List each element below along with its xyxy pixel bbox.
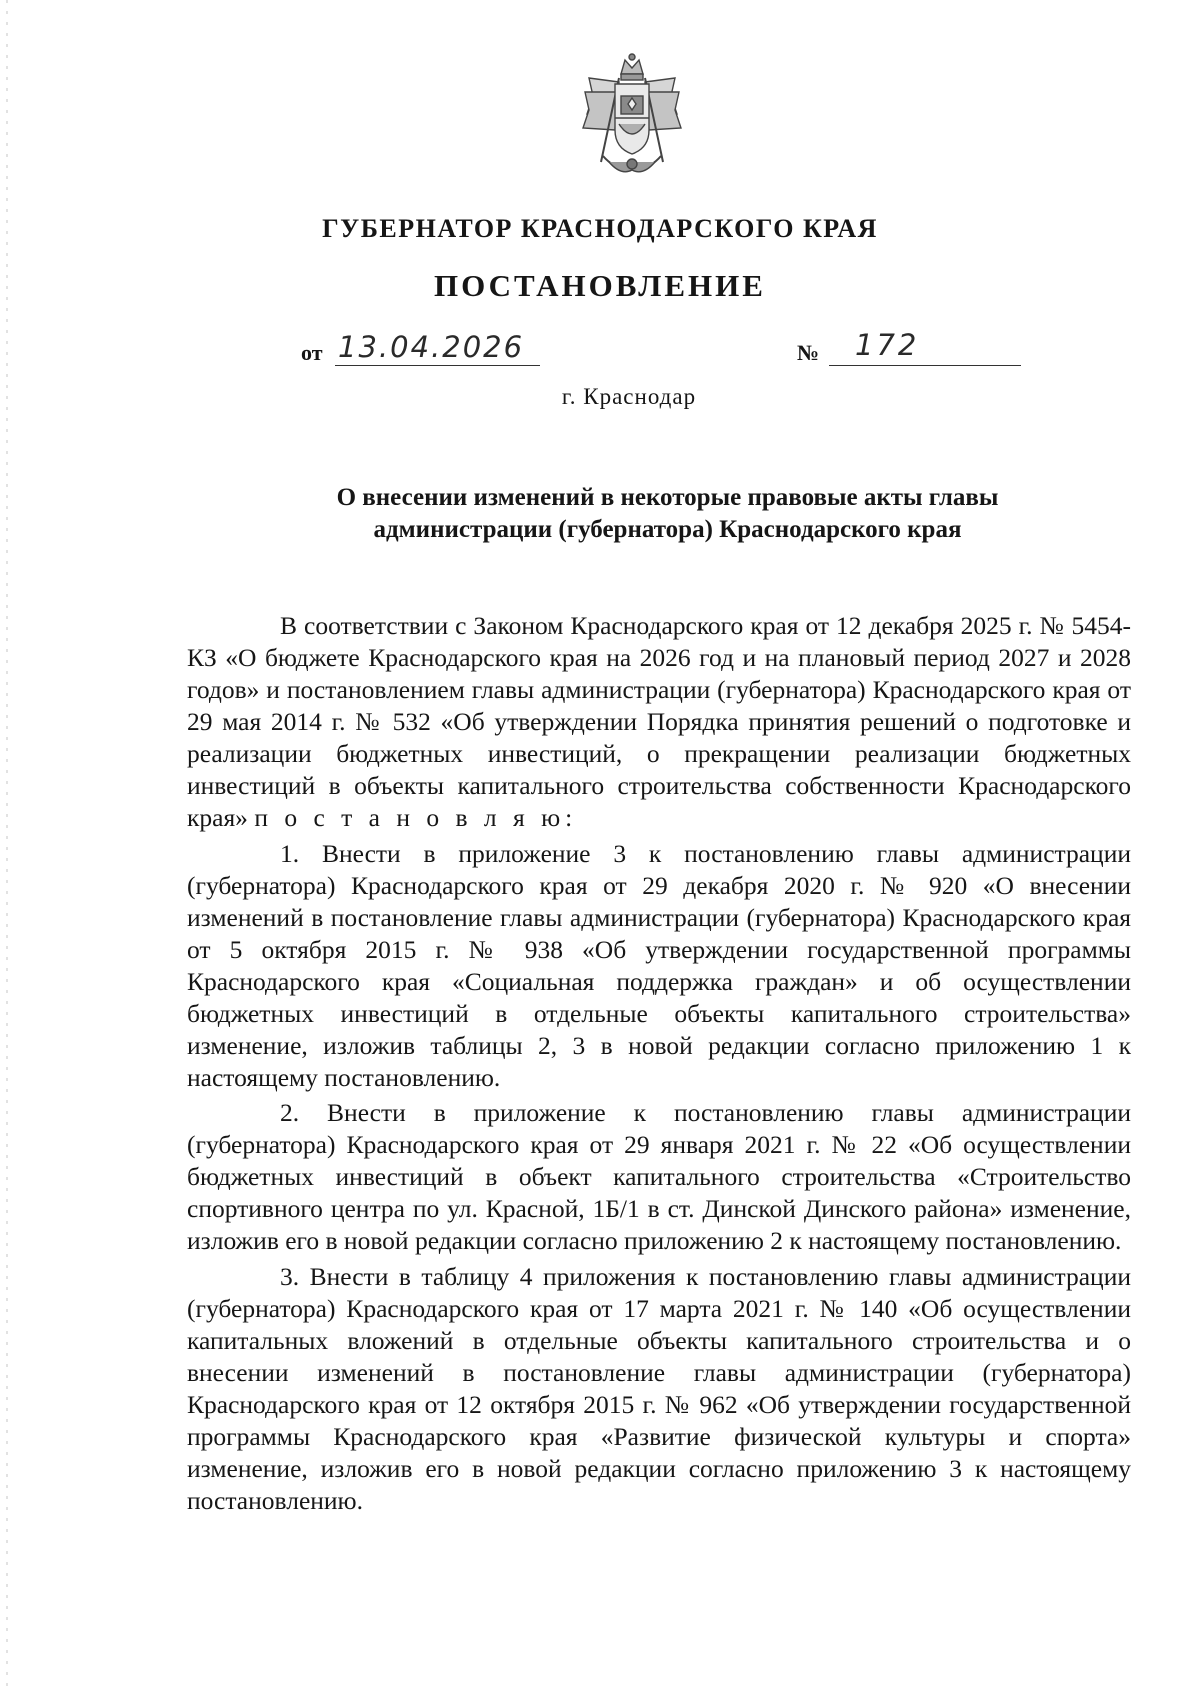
- number-label: №: [797, 340, 820, 365]
- handwritten-date: 13.04.2026: [338, 330, 525, 364]
- resolve-word: п о с т а н о в л я ю:: [254, 803, 578, 832]
- item-paragraph-2: 2. Внести в приложение к постановлению главы администрации (губернатора) Краснодарского края от 29 января 2021 г. № 22 «Об осуществлении бюджетных инвестиций в объект капитального строительства «Строительство спортивного центра по ул. Красной, 1Б/1 в ст. Динской Динского района» изменение, изложив его в новой редакции согласно приложению 2 к настоящему постановлению.: [187, 1098, 1131, 1255]
- scan-edge-artifact: [6, 0, 8, 1694]
- item-paragraph-3: 3. Внести в таблицу 4 приложения к постановлению главы администрации (губернатора) Краснодарского края от 17 марта 2021 г. № 140 «Об осуществлении капитальных вложений в отдельные объекты капитального строительства и о внесении изменений в постановление главы администрации (губернатора) Краснодарского края от 12 октября 2015 г. № 962 «Об утверждении государственной программы Краснодарского края «Развитие физической культуры и спорта» изменение, изложив его в новой редакции согласно приложению 3 к настоящему постановлению.: [187, 1261, 1131, 1515]
- issuing-authority: ГУБЕРНАТОР КРАСНОДАРСКОГО КРАЯ: [322, 214, 878, 243]
- handwritten-number: 172: [855, 328, 920, 362]
- document-heading: [270, 482, 1065, 546]
- preamble-text: В соответствии с Законом Краснодарского края от 12 декабря 2025 г. № 5454-КЗ «О бюджете Краснодарского края на 2026 год и на плановый период 2027 и 2028 годов» и постановлением главы администрации (губернатора) Краснодарского края от 29 мая 2014 г. № 532 «Об утверждении Порядка принятия решений о подготовке и реализации бюджетных инвестиций, о прекращении реализации бюджетных инвестиций в объекты капитального строительства собственности Краснодарского края»: [187, 611, 1131, 832]
- date-underline: [335, 365, 540, 366]
- document-type: ПОСТАНОВЛЕНИЕ: [434, 268, 766, 303]
- item-paragraph-1: 1. Внести в приложение 3 к постановлению главы администрации (губернатора) Краснодарского края от 29 декабря 2020 г. № 920 «О внесении изменений в постановление главы администрации (губернатора) Краснодарского края от 5 октября 2015 г. № 938 «Об утверждении государственной программы Краснодарского края «Социальная поддержка граждан» и об осуществлении бюджетных инвестиций в отдельные объекты капитального строительства» изменение, изложив таблицы 2, 3 в новой редакции согласно приложению 1 к настоящему постановлению.: [187, 838, 1131, 1092]
- document-body: [187, 610, 1131, 1520]
- heading-line: администрации (губернатора) Краснодарского края: [373, 516, 962, 543]
- coat-of-arms-icon: [581, 52, 683, 178]
- date-label: от: [301, 340, 323, 365]
- preamble-paragraph: [187, 610, 1131, 834]
- place-of-issue: г. Краснодар: [561, 384, 697, 409]
- heading-line: О внесении изменений в некоторые правовые акты главы: [336, 484, 999, 511]
- number-underline: [829, 365, 1021, 366]
